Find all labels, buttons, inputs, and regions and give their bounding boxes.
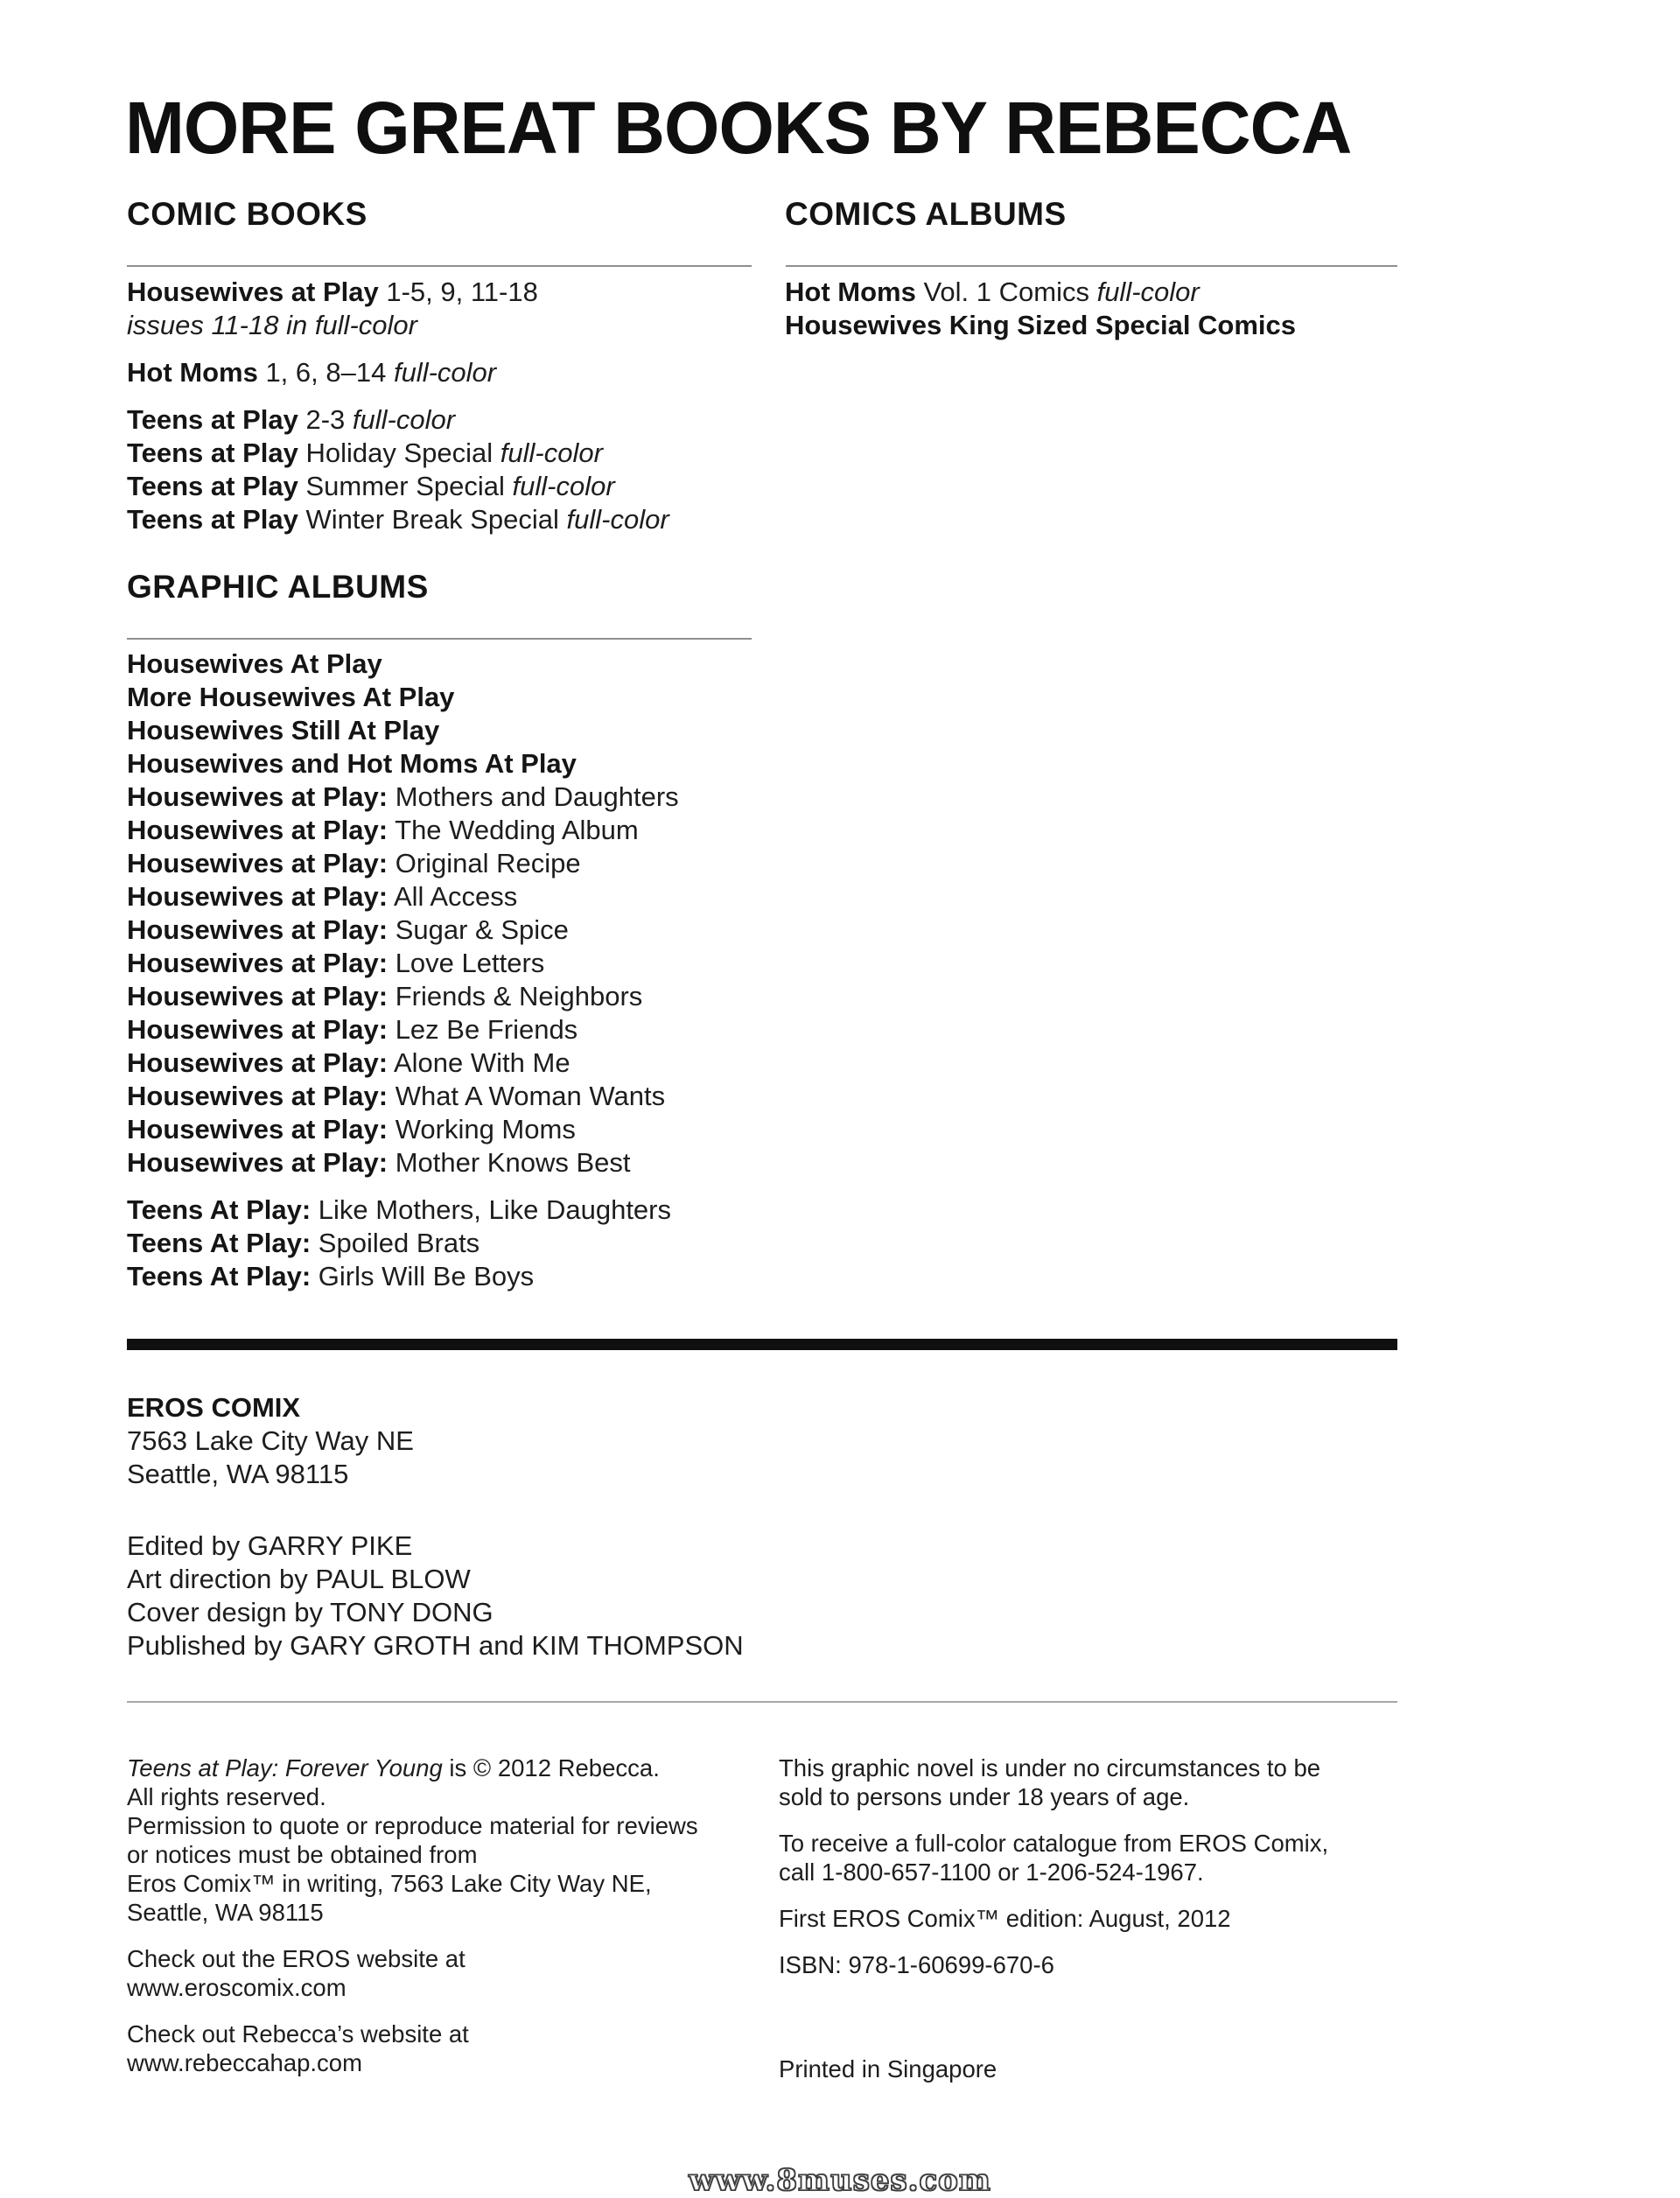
publisher-name: EROS COMIX <box>127 1392 301 1423</box>
age-notice-paragraph <box>779 1754 1328 1811</box>
title-bold-text: Teens at Play <box>127 438 298 468</box>
legal-left-column <box>127 1754 698 2077</box>
title-regular-text: Vol. 1 Comics <box>915 276 1097 307</box>
page-title: MORE GREAT BOOKS BY REBECCA <box>125 87 1352 169</box>
legal-line <box>779 1950 1328 1979</box>
legal-regular-text: Permission to quote or reproduce material for reviews <box>127 1812 698 1839</box>
title-bold-text: Housewives at Play: <box>127 1147 388 1178</box>
comic-books-rule <box>127 265 752 267</box>
legal-regular-text: is © 2012 Rebecca. <box>442 1754 660 1782</box>
legal-regular-text: Check out Rebecca’s website at <box>127 2020 469 2048</box>
list-item <box>127 681 679 714</box>
title-bold-text: More Housewives At Play <box>127 682 455 712</box>
graphic-albums-heading: GRAPHIC ALBUMS <box>127 569 429 605</box>
copyright-paragraph <box>127 1754 698 1927</box>
title-bold-text: Teens At Play: <box>127 1261 312 1292</box>
legal-regular-text: www.rebeccahap.com <box>127 2049 363 2076</box>
title-bold-text: Hot Moms <box>785 276 916 307</box>
legal-divider-rule <box>127 1701 1397 1703</box>
legal-line <box>779 1754 1328 1782</box>
title-bold-text: Teens at Play <box>127 471 298 501</box>
graphic-albums-list <box>127 648 679 1293</box>
legal-regular-text: www.eroscomix.com <box>127 1974 346 2001</box>
title-regular-text: Like Mothers, Like Daughters <box>311 1194 671 1225</box>
title-italic-text: full-color <box>512 471 615 501</box>
credit-text: Cover design by TONY DONG <box>127 1597 494 1628</box>
title-bold-text: Housewives at Play: <box>127 881 388 912</box>
list-item <box>127 403 669 437</box>
title-bold-text: Housewives at Play: <box>127 781 388 812</box>
legal-regular-text: Seattle, WA 98115 <box>127 1899 324 1926</box>
title-bold-text: Housewives at Play: <box>127 914 388 945</box>
list-item <box>127 437 669 470</box>
title-regular-text: Alone With Me <box>388 1047 570 1078</box>
catalogue-paragraph <box>779 1829 1328 1886</box>
publisher-address <box>127 1424 414 1491</box>
rebecca-website-paragraph <box>127 2020 698 2077</box>
legal-line <box>127 1869 698 1898</box>
title-bold-text: Housewives Still At Play <box>127 715 440 746</box>
title-bold-text: Housewives at Play: <box>127 1114 388 1144</box>
legal-line <box>127 2020 698 2048</box>
legal-regular-text: or notices must be obtained from <box>127 1841 478 1868</box>
list-item <box>127 1146 679 1180</box>
title-bold-text: Housewives at Play: <box>127 815 388 845</box>
legal-regular-text: call 1-800-657-1100 or 1-206-524-1967. <box>779 1858 1204 1886</box>
title-regular-text: What A Woman Wants <box>388 1081 666 1111</box>
list-item <box>127 914 679 947</box>
title-bold-text: Housewives at Play: <box>127 1047 388 1078</box>
list-item <box>127 1113 679 1146</box>
title-bold-text: Housewives at Play: <box>127 1081 388 1111</box>
list-item <box>127 1080 679 1113</box>
legal-regular-text: To receive a full-color catalogue from EROS Comix, <box>779 1830 1329 1857</box>
title-bold-text: Housewives and Hot Moms At Play <box>127 748 577 779</box>
list-item <box>127 1260 679 1293</box>
legal-line <box>127 1840 698 1869</box>
title-regular-text: Original Recipe <box>388 848 581 878</box>
title-regular-text: Holiday Special <box>298 438 500 468</box>
title-bold-text: Housewives at Play: <box>127 848 388 878</box>
list-item <box>127 847 679 880</box>
title-regular-text: 1, 6, 8–14 <box>257 357 394 388</box>
list-item <box>127 780 679 814</box>
credit-text: Edited by GARRY PIKE <box>127 1530 413 1561</box>
legal-line <box>127 1973 698 2002</box>
title-bold-text: Teens at Play <box>127 504 298 535</box>
title-regular-text: All Access <box>388 881 518 912</box>
watermark-text: www.8muses.com <box>689 2163 991 2198</box>
title-bold-text: Housewives at Play: <box>127 948 388 978</box>
title-bold-text: Hot Moms <box>127 357 258 388</box>
list-item <box>127 1013 679 1046</box>
title-italic-text: full-color <box>1096 276 1200 307</box>
list-item <box>127 947 679 980</box>
comics-albums-rule <box>786 265 1397 267</box>
legal-right-column <box>779 1754 1328 1979</box>
legal-line <box>779 1782 1328 1811</box>
title-bold-text: Teens At Play: <box>127 1228 312 1258</box>
list-item <box>127 309 669 342</box>
credit-text: Published by GARY GROTH and KIM THOMPSON <box>127 1630 744 1661</box>
title-italic-text: full-color <box>393 357 497 388</box>
legal-regular-text: Eros Comix™ in writing, 7563 Lake City Way NE, <box>127 1870 652 1897</box>
title-regular-text: Spoiled Brats <box>311 1228 480 1258</box>
title-regular-text: Summer Special <box>298 471 513 501</box>
title-italic-text: full-color <box>352 404 456 435</box>
title-bold-text: Housewives King Sized Special Comics <box>785 310 1297 340</box>
list-item <box>127 1046 679 1080</box>
eros-website-paragraph <box>127 1944 698 2002</box>
list-item <box>127 356 669 389</box>
comic-books-list <box>127 276 669 536</box>
address-line <box>127 1458 414 1491</box>
list-item <box>127 470 669 503</box>
title-bold-text: Housewives at Play <box>127 276 379 307</box>
address-text: 7563 Lake City Way NE <box>127 1425 414 1456</box>
section-divider-bar <box>127 1339 1397 1350</box>
list-item <box>127 980 679 1013</box>
comics-albums-heading: COMICS ALBUMS <box>785 196 1067 232</box>
title-regular-text: Winter Break Special <box>298 504 567 535</box>
printed-in-line: Printed in Singapore <box>779 2055 998 2082</box>
list-item <box>127 1227 679 1260</box>
legal-line <box>779 1858 1328 1886</box>
list-item <box>127 880 679 914</box>
list-item <box>127 747 679 780</box>
list-item <box>785 309 1296 342</box>
title-regular-text: Friends & Neighbors <box>388 981 643 1012</box>
title-italic-text: issues 11-18 in full-color <box>127 310 417 340</box>
legal-line <box>127 1898 698 1927</box>
list-item <box>127 503 669 536</box>
address-text: Seattle, WA 98115 <box>127 1459 349 1489</box>
title-italic-text: full-color <box>500 438 603 468</box>
legal-regular-text: sold to persons under 18 years of age. <box>779 1783 1190 1810</box>
list-item <box>785 276 1296 309</box>
legal-regular-text: ISBN: 978-1-60699-670-6 <box>779 1951 1054 1978</box>
title-regular-text: Lez Be Friends <box>388 1014 578 1045</box>
legal-regular-text: Check out the EROS website at <box>127 1945 466 1972</box>
legal-line <box>779 1904 1328 1933</box>
credit-line <box>127 1596 744 1629</box>
graphic-albums-rule <box>127 638 752 640</box>
comic-books-heading: COMIC BOOKS <box>127 196 368 232</box>
legal-line <box>127 1754 698 1782</box>
title-regular-text: 1-5, 9, 11-18 <box>378 276 538 307</box>
title-bold-text: Teens at Play <box>127 404 298 435</box>
legal-regular-text: All rights reserved. <box>127 1783 326 1810</box>
title-bold-text: Housewives at Play: <box>127 1014 388 1045</box>
legal-line <box>127 1782 698 1811</box>
title-regular-text: Love Letters <box>388 948 545 978</box>
legal-regular-text: First EROS Comix™ edition: August, 2012 <box>779 1905 1231 1932</box>
edition-paragraph <box>779 1904 1328 1933</box>
isbn-paragraph <box>779 1950 1328 1979</box>
title-regular-text: 2-3 <box>298 404 353 435</box>
list-item <box>127 714 679 747</box>
title-bold-text: Housewives At Play <box>127 648 382 679</box>
list-item <box>127 276 669 309</box>
legal-line <box>127 2048 698 2077</box>
list-item <box>127 814 679 847</box>
legal-italic-text: Teens at Play: Forever Young <box>127 1754 443 1782</box>
legal-regular-text: This graphic novel is under no circumstances to be <box>779 1754 1321 1782</box>
credits-block <box>127 1530 744 1662</box>
address-line <box>127 1424 414 1458</box>
legal-line <box>127 1944 698 1973</box>
title-regular-text: Mothers and Daughters <box>388 781 679 812</box>
legal-line <box>779 1829 1328 1858</box>
credit-text: Art direction by PAUL BLOW <box>127 1564 471 1594</box>
list-item <box>127 1194 679 1227</box>
title-italic-text: full-color <box>566 504 669 535</box>
credit-line <box>127 1629 744 1662</box>
credit-line <box>127 1563 744 1596</box>
comics-albums-list <box>785 276 1296 342</box>
title-regular-text: The Wedding Album <box>388 815 639 845</box>
legal-line <box>127 1811 698 1840</box>
title-regular-text: Girls Will Be Boys <box>311 1261 535 1292</box>
publisher-block <box>127 1391 414 1491</box>
credit-line <box>127 1530 744 1563</box>
title-bold-text: Housewives at Play: <box>127 981 388 1012</box>
title-regular-text: Mother Knows Best <box>388 1147 631 1178</box>
title-regular-text: Sugar & Spice <box>388 914 569 945</box>
list-item <box>127 648 679 681</box>
title-regular-text: Working Moms <box>388 1114 576 1144</box>
title-bold-text: Teens At Play: <box>127 1194 312 1225</box>
